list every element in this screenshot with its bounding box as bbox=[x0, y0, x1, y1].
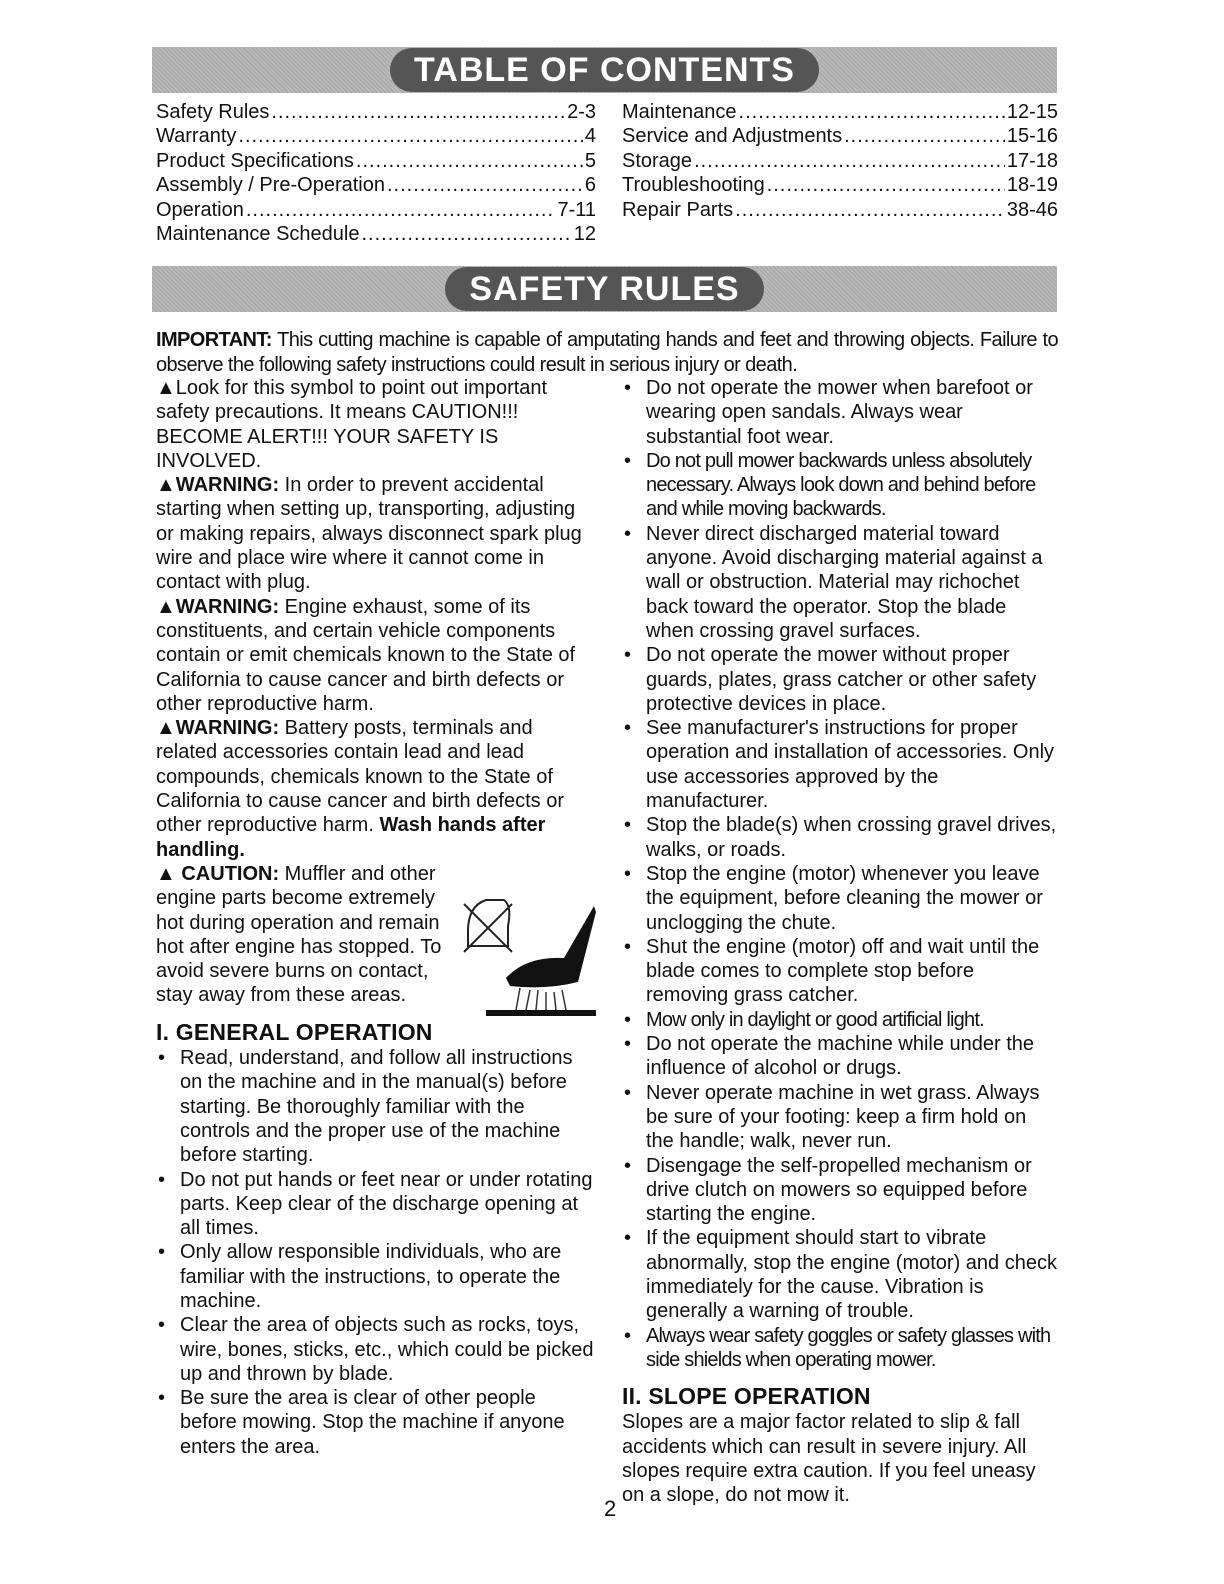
toc-left-column bbox=[156, 100, 596, 246]
slope-operation-heading: II. SLOPE OPERATION bbox=[622, 1383, 871, 1410]
warning-battery: ▲WARNING: Battery posts, terminals and related accessories contain lead and lead compounds, chemicals known to the State of California to cause cancer and birth defects or other reproductive harm. Wash hands after handling. bbox=[156, 717, 564, 861]
general-operation-heading: I. GENERAL OPERATION bbox=[156, 1018, 433, 1045]
warning-exhaust: ▲WARNING: Engine exhaust, some of its constituents, and certain vehicle components contain or emit chemicals known to the State of California to cause cancer and birth defects or other reproductive harm. bbox=[156, 595, 576, 715]
safety-banner bbox=[152, 266, 1057, 312]
list-item: • Do not operate the machine while under the influence of alcohol or drugs. bbox=[624, 1033, 1035, 1080]
important-notice bbox=[156, 328, 1058, 377]
warning-triangle-icon: ▲ bbox=[156, 474, 176, 497]
list-item: • See manufacturer's instructions for proper operation and installation of accessories. Only use accessories approved by the manufacturer. bbox=[624, 717, 1055, 813]
warning-triangle-icon: ▲ bbox=[156, 377, 176, 399]
list-item: • Do not pull mower backwards unless absolutely necessary. Always look down and behind before and while moving backwards. bbox=[624, 449, 1036, 521]
list-item: • Stop the engine (motor) whenever you leave the equipment, before cleaning the mower or unclogging the chute. bbox=[624, 862, 1043, 934]
hot-surface-icon bbox=[446, 886, 596, 1016]
list-item: • Do not put hands or feet near or under rotating parts. Keep clear of the discharge opening at all times. bbox=[158, 1168, 593, 1240]
toc-title: TABLE OF CONTENTS bbox=[390, 48, 819, 92]
left-column bbox=[156, 376, 596, 1459]
important-text: This cutting machine is capable of amputating hands and feet and throwing objects. Failure to observe the following safety instructions could result in serious injury or death. bbox=[156, 329, 1058, 376]
toc-entry[interactable]: Service and Adjustments ..... 15-16 bbox=[622, 124, 1058, 148]
warning-triangle-icon: ▲ bbox=[156, 862, 176, 885]
list-item: • Do not operate the mower without proper guards, plates, grass catcher or other safety protective devices in place. bbox=[624, 644, 1037, 715]
list-item: • Disengage the self-propelled mechanism or drive clutch on mowers so equipped before starting the engine. bbox=[624, 1154, 1032, 1226]
toc-entry[interactable]: Storage ..... 17-18 bbox=[622, 149, 1058, 173]
safety-title: SAFETY RULES bbox=[445, 267, 763, 311]
caution-block: ▲ CAUTION: Muffler and other engine parts become extremely hot during operation and remain hot after engine has stopped. To avoid severe burns on contact, stay away from these areas. bbox=[156, 862, 596, 1008]
toc-entry[interactable]: Repair Parts ..... 38-46 bbox=[622, 198, 1058, 222]
list-item: • Shut the engine (motor) off and wait until the blade comes to complete stop before removing grass catcher. bbox=[624, 935, 1040, 1007]
toc-right-column bbox=[622, 100, 1058, 222]
toc-entry[interactable]: Safety Rules ..... 2-3 bbox=[156, 100, 596, 124]
right-column bbox=[622, 376, 1058, 1508]
important-label: IMPORTANT: bbox=[156, 329, 272, 351]
list-item: • Clear the area of objects such as rocks, toys, wire, bones, sticks, etc., which could be picked up and thrown by blade. bbox=[158, 1314, 594, 1385]
list-item: • Never direct discharged material toward anyone. Avoid discharging material against a wall or obstruction. Material may richochet back toward the operator. Stop the blade when crossing gravel surfaces. bbox=[624, 522, 1043, 642]
list-item: • If the equipment should start to vibrate abnormally, stop the engine (motor) and check immediately for the cause. Vibration is generally a warning of trouble. bbox=[624, 1227, 1057, 1323]
list-item: • Read, understand, and follow all instructions on the machine and in the manual(s) before starting. Be thoroughly familiar with the controls and the proper use of the machine before starting. bbox=[158, 1047, 573, 1167]
toc-entry[interactable]: Operation ..... 7-11 bbox=[156, 198, 596, 222]
page-number: 2 bbox=[604, 1496, 617, 1521]
toc-entry[interactable]: Maintenance Schedule ..... 12 bbox=[156, 222, 596, 246]
warning-triangle-icon: ▲ bbox=[156, 595, 176, 618]
toc-banner bbox=[152, 47, 1057, 93]
list-item: • Always wear safety goggles or safety glasses with side shields when operating mower. bbox=[624, 1324, 1051, 1371]
list-item: • Do not operate the mower when barefoot or wearing open sandals. Always wear substantial foot wear. bbox=[624, 377, 1033, 448]
toc-entry[interactable]: Troubleshooting ..... 18-19 bbox=[622, 173, 1058, 197]
warning-disconnect: ▲WARNING: In order to prevent accidental starting when setting up, transporting, adjusting or making repairs, always disconnect spark plug wire and place wire where it cannot come in contact with plug. bbox=[156, 474, 582, 594]
toc-entry[interactable]: Assembly / Pre-Operation ..... 6 bbox=[156, 173, 596, 197]
toc-entry[interactable]: Maintenance ..... 12-15 bbox=[622, 100, 1058, 124]
warning-triangle-icon: ▲ bbox=[156, 717, 176, 740]
symbol-intro: ▲Look for this symbol to point out important safety precautions. It means CAUTION!!! BECOME ALERT!!! YOUR SAFETY IS INVOLVED. bbox=[156, 377, 548, 472]
toc-entry[interactable]: Warranty ..... 4 bbox=[156, 124, 596, 148]
list-item: • Be sure the area is clear of other people before mowing. Stop the machine if anyone enters the area. bbox=[158, 1387, 565, 1458]
list-item: • Mow only in daylight or good artificial light. bbox=[624, 1008, 984, 1031]
list-item: • Never operate machine in wet grass. Always be sure of your footing: keep a firm hold on the handle; walk, never run. bbox=[624, 1081, 1040, 1153]
slope-text: Slopes are a major factor related to slip & fall accidents which can result in severe injury. All slopes require extra caution. If you feel uneasy on a slope, do not mow it. bbox=[622, 1411, 1036, 1507]
toc-entry[interactable]: Product Specifications ..... 5 bbox=[156, 149, 596, 173]
list-item: • Stop the blade(s) when crossing gravel drives, walks, or roads. bbox=[624, 814, 1057, 861]
list-item: • Only allow responsible individuals, who are familiar with the instructions, to operate the machine. bbox=[158, 1241, 562, 1312]
